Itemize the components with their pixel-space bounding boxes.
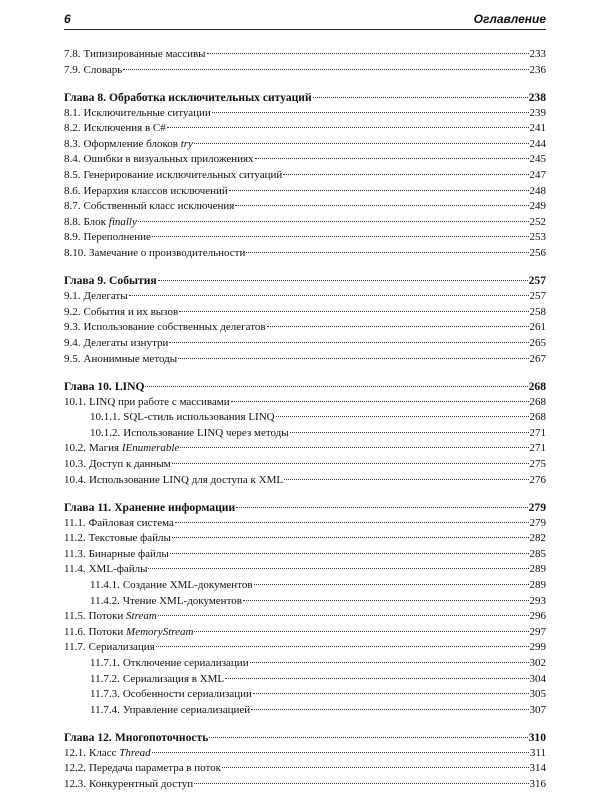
toc-entry-title [64,562,147,578]
dot-leader [172,463,529,464]
toc-entry-code-term: IEnumerable [121,442,180,455]
toc-chapter-row [64,272,546,289]
toc-entry-title [64,516,174,532]
toc-entry-text: Отключение сериализации [122,657,249,669]
toc-entry-title [64,729,208,746]
toc-page-number: 248 [529,184,546,197]
dot-leader [194,783,528,784]
toc-entry-title [64,336,168,352]
toc-page-number: 233 [529,48,546,60]
toc-page-number: 275 [529,457,546,470]
toc-entry-title [64,473,283,489]
toc-entry-number: Глава 11. [64,500,112,514]
toc-entry-title [64,289,128,305]
toc-page-number: 296 [529,610,546,623]
toc-entry-title [64,89,312,106]
dot-leader [231,401,529,402]
toc-entry-text: Переполнение [83,231,151,244]
toc-entry-number: 8.3. [64,137,81,150]
dot-leader [207,53,529,54]
section-gap [64,488,546,499]
dot-leader [148,568,528,569]
dot-leader [251,709,528,710]
toc-page-number: 236 [529,63,546,76]
toc-entry-title [64,703,250,719]
toc-entry-number: 10.2. [64,442,86,455]
toc-page-number: 256 [529,247,546,260]
toc-section-row [64,395,546,411]
toc-entry-number: 10.3. [64,457,86,470]
toc-page-number: 289 [529,579,546,592]
dot-leader [250,662,529,663]
dot-leader [194,143,529,144]
toc-entry-title [64,63,122,79]
toc-subsection-row [64,410,546,426]
toc-entry-number: 7.9. [64,63,81,76]
section-gap [64,78,546,89]
toc-page-number: 238 [528,90,546,104]
dot-leader [236,507,527,508]
toc-entry-text: Исключительные ситуации [83,106,211,119]
toc-entry-number: 12.3. [64,778,86,791]
toc-section-row [64,121,546,137]
dot-leader [243,600,529,601]
toc-entry-number: 10.1.2. [90,426,121,439]
toc-page-number: 302 [529,657,546,669]
dot-leader [254,584,529,585]
toc-entry-text: Замечание о производительности [89,247,246,260]
toc-subsection-row [64,426,546,442]
toc-entry-text: Класс [89,746,120,759]
toc-entry-title [64,457,171,473]
toc-page-number: 297 [529,625,546,638]
dot-leader [255,158,529,159]
toc-entry-title [64,199,234,215]
toc-entry-number: 12.1. [64,746,86,759]
toc-entry-title [64,441,179,457]
toc-entry-number: 11.4.2. [90,594,120,607]
toc-page-number: 252 [529,215,546,228]
toc-entry-number: 11.5. [64,610,86,623]
dot-leader [179,311,528,312]
toc-entry-number: 8.2. [64,122,81,135]
toc-page-number: 311 [529,746,546,759]
toc-entry-text: Файловая система [88,516,174,529]
toc-page-number: 267 [529,352,546,365]
toc-page-number: 261 [529,321,546,334]
toc-entry-text: Создание XML-документов [122,579,253,592]
toc-page-number: 314 [529,762,546,775]
toc-entry-number: 8.5. [64,169,81,182]
toc-page-number: 268 [528,379,546,393]
toc-entry-number: 8.9. [64,231,81,244]
dot-leader [229,190,529,191]
toc-subsection-row [64,672,546,688]
toc-entry-text: Использование LINQ для доступа к XML [89,473,284,486]
toc-entry-text: Анонимные методы [83,352,178,365]
toc-entry-title [64,47,206,63]
toc-page-number: 239 [529,106,546,119]
toc-entry-text: Обработка исключительных ситуаций [109,90,312,104]
toc-page-number: 316 [529,778,546,791]
toc-page-number: 305 [529,688,546,701]
toc-entry-text: Конкурентный доступ [89,778,194,791]
dot-leader [180,447,528,448]
toc-section-row [64,47,546,63]
dot-leader [138,221,529,222]
toc-entry-title [64,378,144,395]
toc-page-number: 241 [529,122,546,135]
toc-subsection-row [64,578,546,594]
toc-page-number: 247 [529,169,546,182]
toc-section-row [64,352,546,368]
toc-entry-title [64,152,254,168]
toc-entry-code-term: Stream [126,610,157,623]
dot-leader [290,432,529,433]
toc-entry-title [64,594,242,610]
dot-leader [178,358,528,359]
toc-entry-number: 9.3. [64,321,81,334]
dot-leader [222,767,528,768]
toc-entry-title [64,625,193,641]
running-header [64,10,546,30]
dot-leader [123,69,528,70]
dot-leader [267,326,529,327]
toc-section-row [64,63,546,79]
toc-chapter-row [64,378,546,395]
toc-entry-number: 7.8. [64,48,81,60]
toc-entry-text: Делегаты изнутри [83,336,169,349]
toc-page-number: 249 [529,200,546,213]
toc-entry-title [64,656,249,672]
toc-entry-number: 11.7.2. [90,672,120,685]
toc-entry-text: LINQ [114,379,145,393]
toc-page-number: 257 [528,274,546,288]
toc-entry-title [64,761,221,777]
dot-leader [129,295,529,296]
toc-entry-text: Исключения в C# [83,122,166,135]
toc-entry-text: SQL-стиль использования LINQ [123,411,275,424]
table-of-contents [64,47,546,793]
toc-entry-number: 10.1. [64,395,86,408]
dot-leader [145,386,527,387]
toc-page-number: 310 [528,730,546,744]
dot-leader [167,127,529,128]
toc-entry-number: Глава 12. [64,730,112,744]
toc-entry-title [64,547,169,563]
section-gap [64,718,546,729]
toc-entry-number: 11.3. [64,547,86,560]
toc-entry-title [64,106,211,122]
toc-entry-number: 8.7. [64,200,81,213]
toc-entry-text: Многопоточность [114,730,209,744]
toc-page-number: 265 [529,336,546,349]
toc-subsection-row [64,656,546,672]
dot-leader [158,615,529,616]
toc-section-row [64,562,546,578]
toc-entry-text: Передача параметра в поток [89,762,222,775]
toc-section-row [64,152,546,168]
toc-entry-title [64,640,155,656]
toc-entry-title [64,320,266,336]
toc-entry-code-term: try [180,137,193,150]
dot-leader [172,537,529,538]
toc-entry-title [64,272,157,289]
dot-leader [253,693,529,694]
toc-entry-number: 8.4. [64,153,81,166]
toc-section-row [64,184,546,200]
toc-entry-title [64,410,275,426]
toc-entry-number: 11.2. [64,532,86,545]
toc-entry-number: 8.1. [64,106,81,119]
dot-leader [175,522,529,523]
toc-entry-number: 11.7. [64,641,86,654]
toc-entry-text: Потоки [88,610,127,623]
section-gap [64,367,546,378]
toc-entry-title [64,609,157,625]
section-gap [64,262,546,273]
toc-subsection-row [64,703,546,719]
toc-entry-title [64,215,137,231]
toc-entry-text: XML-файлы [88,563,148,576]
toc-section-row [64,640,546,656]
dot-leader [152,752,529,753]
header-title: Оглавление [473,12,546,26]
toc-entry-number: 9.4. [64,336,81,349]
toc-subsection-row [64,594,546,610]
toc-entry-number: 11.4. [64,563,86,576]
toc-section-row [64,168,546,184]
toc-entry-text: Особенности сериализации [122,688,252,701]
toc-entry-text: Блок [83,215,109,228]
toc-entry-code-term: Thread [119,746,151,759]
toc-chapter-row [64,89,546,106]
toc-page-number: 253 [529,231,546,244]
toc-section-row [64,230,546,246]
toc-entry-title [64,395,230,411]
toc-entry-text: Хранение информации [114,500,236,514]
toc-entry-number: 11.6. [64,625,86,638]
toc-entry-number: 11.7.3. [90,688,120,701]
toc-page-number: 279 [528,500,546,514]
toc-section-row [64,441,546,457]
dot-leader [235,205,528,206]
toc-entry-code-term: finally [108,215,137,228]
toc-entry-number: Глава 8. [64,90,107,104]
toc-section-row [64,531,546,547]
toc-entry-text: Управление сериализацией [122,703,251,716]
toc-entry-text: Типизированные массивы [83,48,206,60]
toc-section-row [64,609,546,625]
toc-entry-title [64,746,151,762]
toc-page-number: 258 [529,305,546,318]
toc-page-number: 276 [529,473,546,486]
toc-section-row [64,215,546,231]
toc-entry-number: 8.8. [64,215,81,228]
toc-entry-number: 10.1.1. [90,411,121,424]
toc-entry-title [64,499,235,516]
toc-page-number: 307 [529,703,546,716]
toc-entry-text: Использование собственных делегатов [83,321,266,334]
dot-leader [169,342,528,343]
toc-entry-title [64,230,151,246]
toc-page-number: 279 [529,516,546,529]
toc-page-number: 299 [529,641,546,654]
toc-page-number: 282 [529,532,546,545]
toc-entry-number: 12.2. [64,762,86,775]
toc-page-number: 257 [529,290,546,303]
toc-entry-text: Текстовые файлы [88,532,171,545]
toc-entry-number: 8.10. [64,247,86,260]
toc-entry-text: Оформление блоков [83,137,181,150]
toc-entry-text: Иерархия классов исключений [83,184,228,197]
toc-entry-title [64,578,253,594]
toc-entry-text: Делегаты [83,290,128,303]
toc-section-row [64,777,546,793]
toc-section-row [64,106,546,122]
toc-entry-title [64,777,193,793]
page-number: 6 [64,12,71,26]
dot-leader [225,678,528,679]
toc-entry-number: 11.1. [64,516,86,529]
toc-entry-text: Сериализация в XML [122,672,225,685]
toc-entry-text: Собственный класс исключения [83,200,235,213]
toc-page-number: 244 [529,137,546,150]
toc-entry-text: Магия [89,442,122,455]
toc-entry-number: 10.4. [64,473,86,486]
toc-section-row [64,336,546,352]
toc-entry-text: Доступ к данным [89,457,171,470]
toc-entry-number: 9.2. [64,305,81,318]
toc-section-row [64,289,546,305]
toc-entry-text: Сериализация [88,641,155,654]
toc-page-number: 268 [529,395,546,408]
dot-leader [158,280,528,281]
toc-entry-text: Потоки [88,625,127,638]
toc-entry-number: 11.4.1. [90,579,120,592]
toc-entry-title [64,137,193,153]
dot-leader [276,416,529,417]
toc-entry-title [64,426,289,442]
toc-entry-title [64,184,228,200]
toc-entry-text: Генерирование исключительных ситуаций [83,169,283,182]
toc-entry-text: Использование LINQ через методы [123,426,289,439]
toc-entry-title [64,246,245,262]
toc-page-number: 271 [529,426,546,439]
toc-entry-title [64,672,224,688]
toc-entry-title [64,168,282,184]
toc-entry-number: Глава 9. [64,274,107,288]
toc-entry-text: События и их вызов [83,305,179,318]
dot-leader [156,646,529,647]
toc-section-row [64,305,546,321]
toc-section-row [64,625,546,641]
toc-entry-title [64,305,178,321]
toc-section-row [64,199,546,215]
toc-section-row [64,746,546,762]
toc-section-row [64,137,546,153]
dot-leader [152,236,529,237]
dot-leader [194,631,528,632]
toc-section-row [64,320,546,336]
toc-chapter-row [64,729,546,746]
toc-section-row [64,761,546,777]
toc-entry-number: 11.7.1. [90,657,120,669]
toc-entry-text: Ошибки в визуальных приложениях [83,153,254,166]
toc-entry-number: Глава 10. [64,379,112,393]
toc-page-number: 268 [529,411,546,424]
toc-entry-number: 9.1. [64,290,81,303]
toc-section-row [64,516,546,532]
toc-chapter-row [64,499,546,516]
dot-leader [313,97,528,98]
toc-subsection-row [64,687,546,703]
toc-page-number: 245 [529,153,546,166]
toc-entry-number: 11.7.4. [90,703,120,716]
toc-page-number: 289 [529,563,546,576]
toc-entry-text: Чтение XML-документов [122,594,242,607]
toc-section-row [64,457,546,473]
dot-leader [283,174,528,175]
toc-entry-title [64,352,177,368]
toc-entry-code-term: MemoryStream [126,625,194,638]
toc-entry-text: Бинарные файлы [88,547,169,560]
toc-entry-title [64,531,171,547]
toc-entry-number: 8.6. [64,184,81,197]
dot-leader [246,252,528,253]
toc-entry-number: 9.5. [64,352,81,365]
toc-section-row [64,246,546,262]
toc-entry-title [64,121,166,137]
toc-section-row [64,473,546,489]
toc-entry-text: Словарь [83,63,123,76]
toc-page-number: 304 [529,672,546,685]
dot-leader [212,112,529,113]
toc-entry-text: События [109,274,157,288]
dot-leader [284,479,528,480]
toc-entry-title [64,687,252,703]
toc-section-row [64,547,546,563]
dot-leader [209,737,527,738]
toc-entry-text: LINQ при работе с массивами [89,395,230,408]
toc-page-number: 271 [529,442,546,455]
toc-page-number: 285 [529,547,546,560]
dot-leader [170,553,529,554]
toc-page-number: 293 [529,594,546,607]
